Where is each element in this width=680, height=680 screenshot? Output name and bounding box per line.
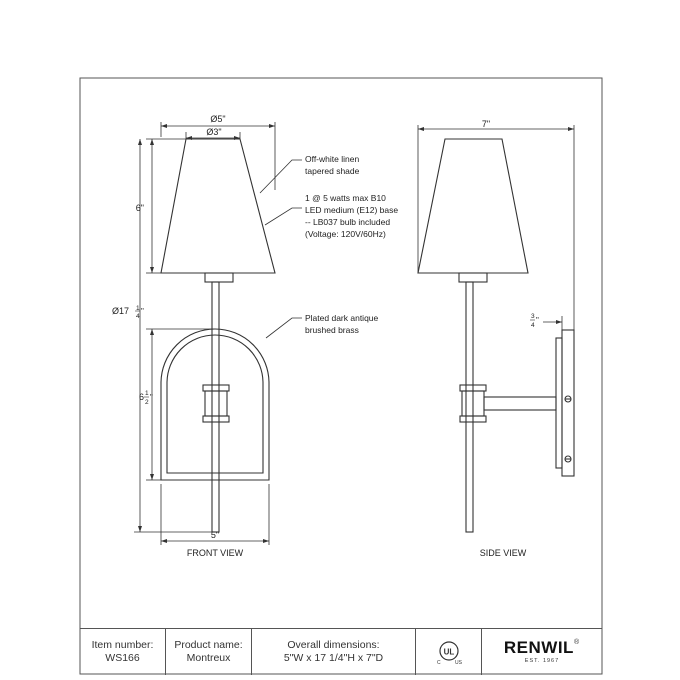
cert-c: C bbox=[436, 660, 441, 666]
item-number-value: WS166 bbox=[105, 652, 140, 664]
title-block bbox=[80, 628, 602, 674]
brand-cell bbox=[482, 629, 602, 675]
side-view bbox=[418, 139, 574, 532]
callout-leaders bbox=[260, 160, 302, 338]
callout-bulb bbox=[305, 193, 398, 239]
front-view bbox=[161, 139, 275, 532]
brand-logo bbox=[504, 639, 580, 657]
side-back-plate bbox=[556, 338, 562, 468]
dim-overall-height bbox=[112, 305, 144, 320]
side-arm bbox=[484, 397, 556, 410]
front-stem bbox=[212, 282, 219, 532]
front-collar-ring-top bbox=[203, 385, 229, 391]
item-number-label: Item number: bbox=[91, 639, 154, 651]
side-view-label: SIDE VIEW bbox=[479, 548, 527, 558]
dim-width: 5" bbox=[210, 530, 220, 540]
side-stem bbox=[466, 282, 473, 532]
callout-bulb-line-2: LED medium (E12) base bbox=[305, 205, 399, 215]
front-view-label: FRONT VIEW bbox=[186, 548, 244, 558]
front-socket bbox=[205, 273, 233, 282]
front-arch-outer bbox=[161, 329, 269, 480]
side-shade bbox=[418, 139, 528, 273]
callout-bulb-line-1: 1 @ 5 watts max B10 bbox=[305, 193, 386, 203]
callout-bulb-line-4: (Voltage: 120V/60Hz) bbox=[305, 229, 386, 239]
product-name-value: Montreux bbox=[186, 652, 231, 664]
certification-cell bbox=[416, 629, 482, 675]
dim-backplate-height-whole: 6 bbox=[139, 392, 145, 402]
dim-shade-bottom: Ø5" bbox=[210, 114, 226, 124]
cert-mark: UL bbox=[443, 647, 454, 657]
dim-backplate-height-num: 1 bbox=[145, 390, 149, 397]
side-socket bbox=[459, 273, 487, 282]
callout-shade bbox=[305, 154, 360, 176]
front-dimensions bbox=[134, 122, 275, 545]
callout-finish-line-1: Plated dark antique bbox=[305, 313, 379, 323]
product-name-label: Product name: bbox=[174, 639, 243, 651]
cert-us: US bbox=[454, 660, 462, 666]
dim-shade-top: Ø3" bbox=[206, 127, 222, 137]
overall-dimensions-value: 5"W x 17 1/4"H x 7"D bbox=[283, 652, 384, 664]
callout-shade-line-2: tapered shade bbox=[305, 166, 360, 176]
overall-dimensions-cell bbox=[252, 629, 416, 675]
front-arch-inner bbox=[167, 335, 263, 473]
dim-shade-height: 6" bbox=[135, 203, 144, 213]
dim-plate-thickness bbox=[530, 313, 539, 329]
dim-overall-height-whole: Ø17 bbox=[112, 306, 130, 316]
brand-registered-mark: ® bbox=[573, 639, 581, 646]
callout-bulb-line-3: -- LB037 bulb included bbox=[305, 217, 391, 227]
callout-finish bbox=[305, 313, 379, 335]
dim-depth: 7" bbox=[481, 119, 491, 129]
dim-backplate-height-den: 2 bbox=[145, 399, 149, 406]
brand-est: EST. 1967 bbox=[524, 658, 560, 664]
dim-backplate-height-unit: " bbox=[150, 393, 153, 402]
brand-name: RENWIL bbox=[503, 638, 574, 657]
etl-listed-icon bbox=[434, 637, 464, 667]
dim-overall-height-den: 4 bbox=[136, 313, 140, 320]
front-shade bbox=[161, 139, 275, 273]
dim-backplate-height bbox=[139, 390, 153, 406]
dim-plate-thickness-unit: " bbox=[536, 316, 539, 325]
overall-dimensions-label: Overall dimensions: bbox=[287, 639, 380, 651]
callout-finish-line-2: brushed brass bbox=[305, 325, 359, 335]
callout-shade-line-1: Off-white linen bbox=[305, 154, 360, 164]
side-mount-plate bbox=[562, 330, 574, 476]
product-name-cell bbox=[166, 629, 252, 675]
front-collar bbox=[205, 391, 227, 416]
dim-overall-height-unit: " bbox=[141, 307, 144, 316]
item-number-cell bbox=[80, 629, 166, 675]
front-collar-ring-bottom bbox=[203, 416, 229, 422]
dim-plate-thickness-den: 4 bbox=[531, 322, 535, 329]
dim-plate-thickness-num: 3 bbox=[531, 313, 535, 320]
dim-overall-height-num: 1 bbox=[136, 305, 140, 312]
